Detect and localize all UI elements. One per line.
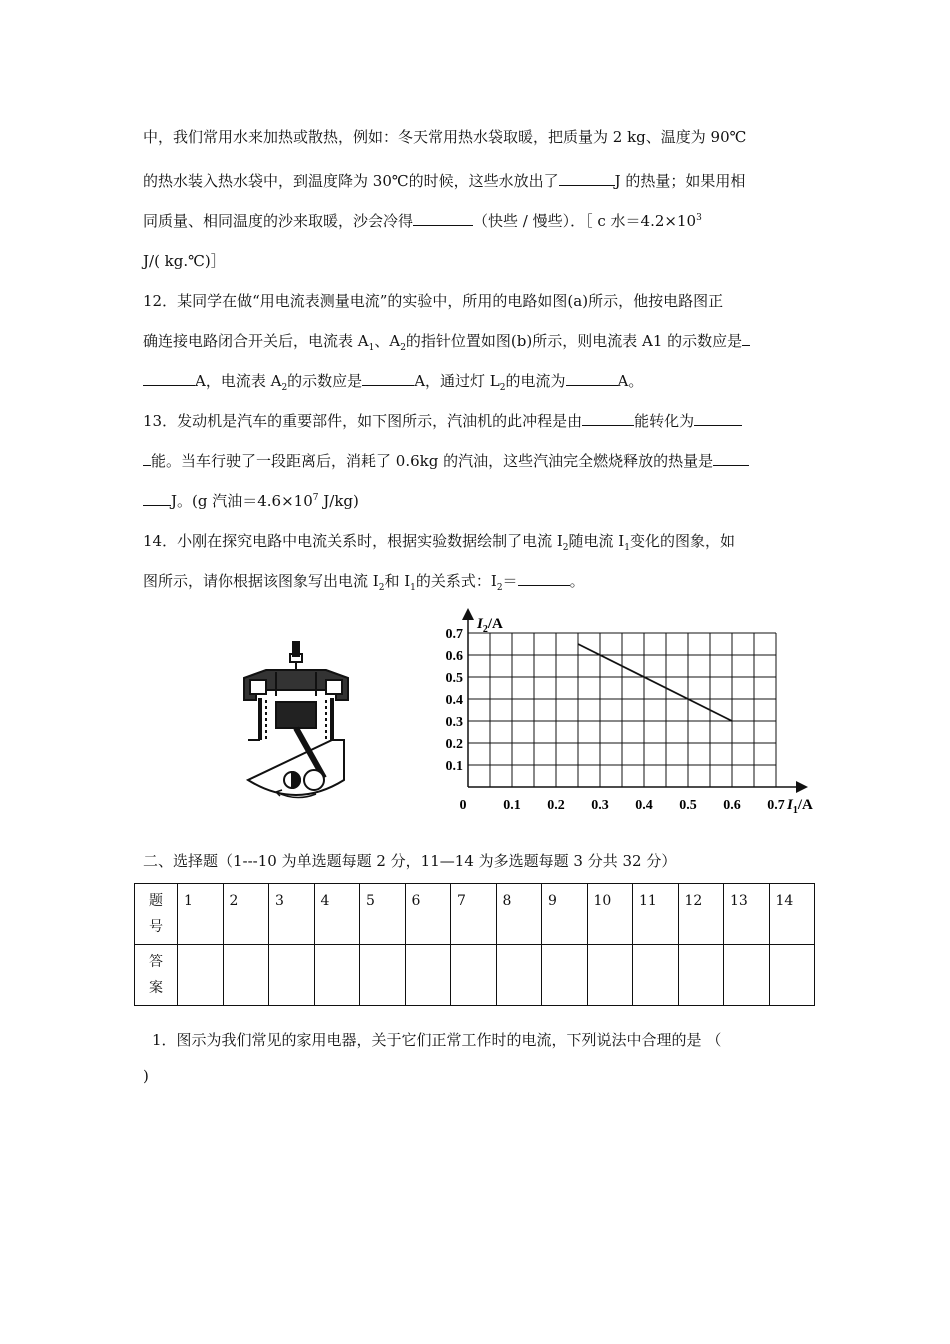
engine-illustration <box>236 640 356 805</box>
table-row <box>135 884 815 945</box>
q12-line-1: 12．某同学在做“用电流表测量电流”的实验中，所用的电路如图(a)所示，他按电路图正 <box>143 292 724 310</box>
q11-line-4: J/( kg.℃)］ <box>143 252 226 270</box>
q11-line-1: 中，我们常用水来加热或散热，例如：冬天常用热水袋取暖，把质量为 2 kg、温度为 90℃ <box>143 128 747 146</box>
blank-energy-to-cont[interactable] <box>143 451 151 466</box>
answer-table <box>134 883 815 1006</box>
origin-label: 0 <box>459 798 467 813</box>
q12-line-2: 确连接电路闭合开关后，电流表 $A_1$、$A_2$的指针位置如图(b)所示，则电流表 A1 的示数应是 <box>143 331 750 351</box>
blank-heat[interactable] <box>559 171 615 186</box>
y-tick-label: 0.4 <box>445 693 463 708</box>
answer-cell[interactable] <box>314 945 360 1006</box>
blank-speed[interactable] <box>413 211 473 226</box>
table-row <box>135 945 815 1006</box>
table-cell-number: 8 <box>496 884 542 945</box>
q14-line-2: 图所示，请你根据该图象写出电流 $I_2$和 $I_1$的关系式：$I_2=$ 。 <box>143 572 585 593</box>
answer-cell[interactable] <box>633 945 679 1006</box>
blank-a1[interactable] <box>742 331 750 346</box>
table-cell-number: 2 <box>223 884 269 945</box>
x-tick-label: 0.6 <box>723 798 741 813</box>
table-cell-number: 9 <box>542 884 588 945</box>
q1-line-1: 1．图示为我们常见的家用电器，关于它们正常工作时的电流，下列说法中合理的是 （ <box>152 1031 722 1049</box>
answer-cell[interactable] <box>724 945 770 1006</box>
table-cell-number: 7 <box>451 884 497 945</box>
x-axis-label: $I_1/A$ <box>787 797 813 816</box>
answer-cell[interactable] <box>178 945 224 1006</box>
answer-cell[interactable] <box>542 945 588 1006</box>
blank-relation[interactable] <box>518 571 570 586</box>
table-head-answer: 答 案 <box>135 945 178 1006</box>
q13-line-2: 能。当车行驶了一段距离后，消耗了 0.6kg 的汽油，这些汽油完全燃烧释放的热量是 <box>143 451 749 471</box>
y-axis-label: $I_2/A$ <box>477 616 503 635</box>
table-cell-number: 13 <box>724 884 770 945</box>
answer-cell[interactable] <box>451 945 497 1006</box>
table-head-number: 题 号 <box>135 884 178 945</box>
table-cell-number: 10 <box>587 884 633 945</box>
answer-cell[interactable] <box>587 945 633 1006</box>
y-tick-label: 0.3 <box>445 715 463 730</box>
answer-cell[interactable] <box>223 945 269 1006</box>
x-tick-label: 0.2 <box>547 798 565 813</box>
x-tick-label: 0.5 <box>679 798 697 813</box>
answer-cell[interactable] <box>269 945 315 1006</box>
x-tick-label: 0.4 <box>635 798 653 813</box>
q12-line-3: A，电流表 $A_2$的示数应是 A，通过灯 $L_2$的电流为 A。 <box>143 371 643 391</box>
chart-grid <box>468 633 776 787</box>
blank-heat-released-cont[interactable] <box>143 491 171 506</box>
table-cell-number: 4 <box>314 884 360 945</box>
table-cell-number: 3 <box>269 884 315 945</box>
y-tick-label: 0.5 <box>445 671 463 686</box>
y-tick-label: 0.2 <box>445 737 463 752</box>
x-tick-label: 0.7 <box>767 798 785 813</box>
table-cell-number: 6 <box>405 884 451 945</box>
table-cell-number: 5 <box>360 884 406 945</box>
y-tick-label: 0.6 <box>445 649 463 664</box>
q13-line-3: J。(g 汽油$=4.6\times 10^7$ J/kg) <box>143 491 359 511</box>
answer-cell[interactable] <box>496 945 542 1006</box>
blank-heat-released[interactable] <box>713 451 749 466</box>
series-line <box>578 644 732 721</box>
section2-title: 二、选择题（1---10 为单选题每题 2 分，11—14 为多选题每题 3 分共 32 分） <box>143 852 677 870</box>
blank-energy-from[interactable] <box>582 411 634 426</box>
q13-line-1: 13．发动机是汽车的重要部件，如下图所示，汽油机的此冲程是由 能转化为 <box>143 411 742 431</box>
table-cell-number: 1 <box>178 884 224 945</box>
q1-line-2: ) <box>143 1067 149 1085</box>
blank-l2[interactable] <box>566 371 618 386</box>
y-tick-label: 0.7 <box>445 627 463 642</box>
answer-cell[interactable] <box>769 945 815 1006</box>
table-cell-number: 14 <box>769 884 815 945</box>
x-tick-label: 0.3 <box>591 798 609 813</box>
blank-a1-cont[interactable] <box>143 371 195 386</box>
current-relation-chart <box>430 606 825 820</box>
answer-cell[interactable] <box>405 945 451 1006</box>
table-cell-number: 12 <box>678 884 724 945</box>
table-cell-number: 11 <box>633 884 679 945</box>
y-tick-label: 0.1 <box>445 759 463 774</box>
q14-line-1: 14．小刚在探究电路中电流关系时，根据实验数据绘制了电流 $I_2$随电流 $I_1$变化的图象，如 <box>143 532 735 553</box>
q11-line-2: 的热水装入热水袋中，到温度降为 30℃的时候，这些水放出了 J 的热量；如果用相 <box>143 172 746 190</box>
answer-cell[interactable] <box>678 945 724 1006</box>
blank-energy-to[interactable] <box>694 411 742 426</box>
blank-a2[interactable] <box>362 371 414 386</box>
answer-cell[interactable] <box>360 945 406 1006</box>
x-tick-label: 0.1 <box>503 798 521 813</box>
q11-line-3: 同质量、相同温度的沙来取暖，沙会冷得 （快些 / 慢些）．［ c 水$=4.2\times 10^3$ <box>143 212 702 230</box>
